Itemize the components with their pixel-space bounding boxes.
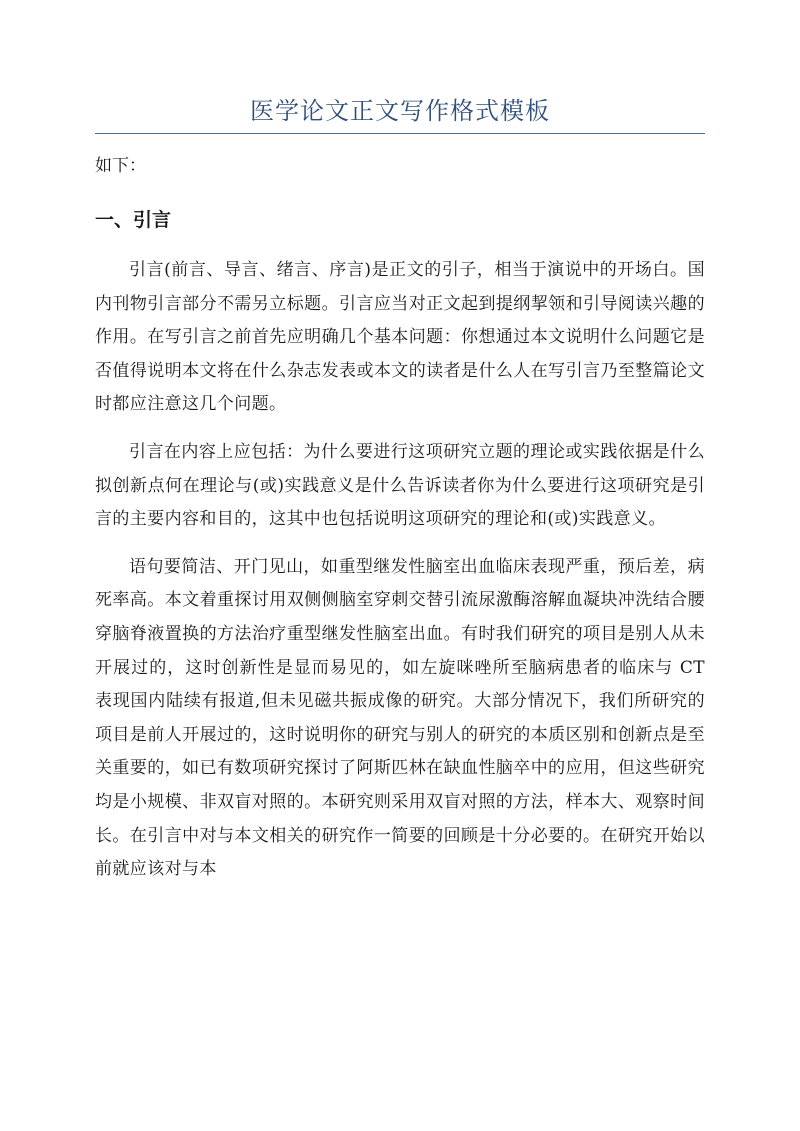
section-body [95, 254, 705, 887]
intro-text: 如下： [95, 156, 146, 176]
section-heading: 一、引言 [95, 209, 172, 231]
title-divider [95, 133, 705, 134]
paragraph: 引言(前言、导言、绪言、序言)是正文的引子，相当于演说中的开场白。国内刊物引言部分不需另立标题。引言应当对正文起到提纲挈领和引导阅读兴趣的作用。在写引言之前首先应明确几个基本问题：你想通过本文说明什么问题它是否值得说明本文将在什么杂志发表或本文的读者是什么人在写引言乃至整篇论文时都应注意这几个问题。 [95, 260, 705, 415]
page-title: 医学论文正文写作格式模板 [250, 97, 550, 125]
paragraph: 语句要简洁、开门见山，如重型继发性脑室出血临床表现严重，预后差，病死率高。本文着重探讨用双侧侧脑室穿刺交替引流尿激酶溶解血凝块冲洗结合腰穿脑脊液置换的方法治疗重型继发性脑室出血。有时我们研究的项目是别人从未开展过的，这时创新性是显而易见的，如左旋咪唑所至脑病患者的临床与 CT 表现国内陆续有报道,但未见磁共振成像的研究。大部分情况下，我们所研究的项目是前人开展过的，这时说明你的研究与别人的研究的本质区别和创新点是至关重要的，如已有数项研究探讨了阿斯匹林在缺血性脑卒中的应用，但这些研究均是小规模、非双盲对照的。本研究则采用双盲对照的方法，样本大、观察时间长。在引言中对与本文相关的研究作一简要的回顾是十分必要的。在研究开始以前就应该对与本 [95, 556, 705, 880]
paragraph: 引言在内容上应包括：为什么要进行这项研究立题的理论或实践依据是什么拟创新点何在理论与(或)实践意义是什么告诉读者你为什么要进行这项研究是引言的主要内容和目的，这其中也包括说明这项研究的理论和(或)实践意义。 [95, 441, 705, 530]
